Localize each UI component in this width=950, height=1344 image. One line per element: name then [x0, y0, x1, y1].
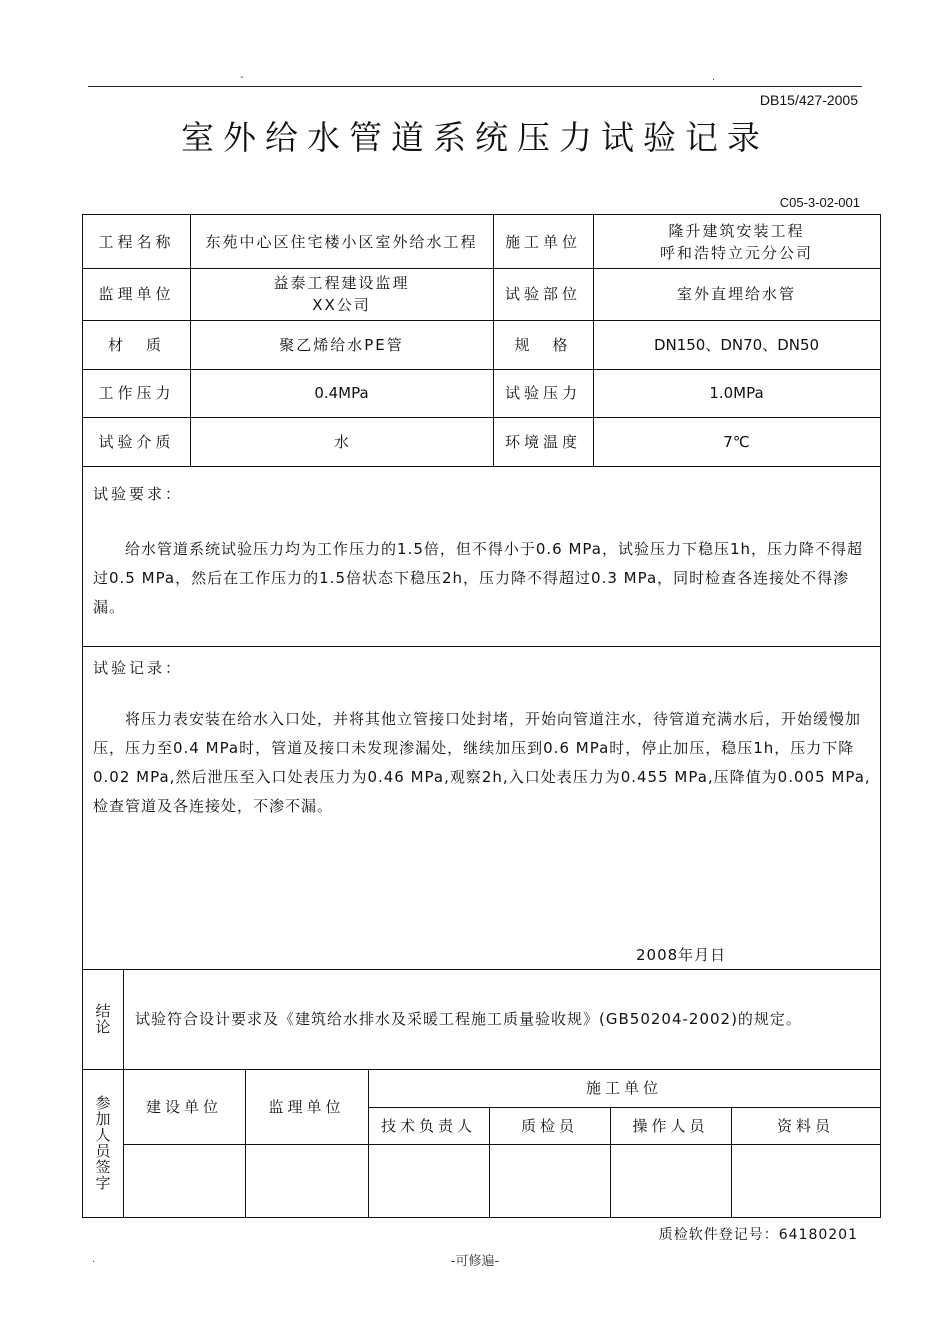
sign-operator-field[interactable]	[610, 1144, 731, 1217]
sign-archivist-label: 资料员	[776, 1116, 834, 1135]
header-rule	[88, 86, 862, 87]
standard-code: DB15/427-2005	[759, 92, 858, 108]
ambient-temp-value: 7℃	[723, 432, 750, 451]
supervisor-value	[190, 268, 493, 320]
material-value: 聚乙烯给水PE管	[279, 335, 404, 354]
sign-supervisor-label: 监理单位	[268, 1097, 345, 1116]
conclusion-text: 试验符合设计要求及《建筑给水排水及采暖工程施工质量验收规》(GB50204-2002)的规定。	[135, 1010, 802, 1028]
spec-label: 规 格	[514, 335, 572, 354]
row-divider	[83, 466, 880, 467]
test-pressure-label: 试验压力	[504, 384, 581, 402]
contractor-line1: 隆升建筑安装工程	[668, 221, 805, 240]
row-divider	[83, 646, 880, 647]
page-title: 室外给水管道系统压力试验记录	[181, 118, 769, 157]
working-pressure-label: 工作压力	[98, 384, 175, 402]
record-table	[82, 214, 881, 1218]
test-pressure-value: 1.0MPa	[709, 384, 764, 402]
requirements-text: 给水管道系统试验压力均为工作压力的1.5倍，但不得小于0.6 MPa，试验压力下稳压1h，压力降不得超过0.5 MPa，然后在工作压力的1.5倍状态下稳压2h，压力降不得超过0.3 MPa，同时检查各连接处不得渗漏。	[93, 540, 864, 616]
requirements-heading: 试验要求：	[93, 485, 184, 503]
medium-label: 试验介质	[98, 432, 175, 451]
material-label: 材 质	[107, 335, 165, 354]
working-pressure-value: 0.4MPa	[314, 384, 369, 402]
record-date: 2008年月日	[636, 946, 727, 964]
sign-tech-lead-field[interactable]	[368, 1144, 489, 1217]
project-name-label: 工程名称	[98, 232, 175, 251]
footer-mark-left: .	[92, 1254, 96, 1265]
record-heading: 试验记录：	[93, 659, 184, 677]
signatures-label: 参加人员签字	[93, 1095, 112, 1191]
header-mark-right: .	[712, 72, 716, 83]
registration-number: 质检软件登记号：64180201	[658, 1227, 858, 1243]
sign-supervisor-field[interactable]	[245, 1144, 368, 1217]
test-part-label: 试验部位	[504, 285, 581, 303]
ambient-temp-label: 环境温度	[504, 432, 581, 451]
sign-contractor-label: 施工单位	[585, 1079, 662, 1097]
contractor-line2: 呼和浩特立元分公司	[659, 243, 813, 262]
sign-archivist-field[interactable]	[731, 1144, 880, 1217]
conclusion-label: 结论	[93, 1003, 112, 1035]
contractor-label: 施工单位	[504, 232, 581, 251]
project-name-value: 东苑中心区住宅楼小区室外给水工程	[205, 232, 478, 251]
sign-tech-lead-label: 技术负责人	[380, 1116, 476, 1135]
form-code: C05-3-02-001	[779, 195, 860, 210]
sign-owner-field[interactable]	[123, 1144, 245, 1217]
sign-owner-label: 建设单位	[145, 1097, 222, 1116]
test-part-value: 室外直埋给水管	[676, 285, 796, 303]
spec-value: DN150、DN70、DN50	[653, 335, 820, 354]
sign-inspector-label: 质检员	[520, 1116, 578, 1135]
medium-value: 水	[333, 432, 349, 451]
header-mark-left: -	[240, 72, 244, 83]
supervisor-label: 监理单位	[98, 285, 175, 303]
sign-inspector-field[interactable]	[489, 1144, 610, 1217]
supervisor-line2: XX公司	[312, 296, 371, 314]
record-text: 将压力表安装在给水入口处，并将其他立管接口处封堵，开始向管道注水，待管道充满水后，开始缓慢加压，压力至0.4 MPa时，管道及接口未发现渗漏处，继续加压到0.6 MPa时，停止加压，稳压1h，压力下降0.02 MPa,然后泄压至入口处表压力为0.46 MPa,观察2h,入口处表压力为0.455 MPa,压降值为0.005 MPa,检查管道及各连接处，不渗不漏。	[93, 710, 871, 815]
supervisor-line1: 益泰工程建设监理	[273, 274, 410, 292]
contractor-value	[593, 215, 880, 268]
sign-operator-label: 操作人员	[632, 1116, 709, 1135]
footer-tag: -可修遍-	[450, 1254, 500, 1269]
